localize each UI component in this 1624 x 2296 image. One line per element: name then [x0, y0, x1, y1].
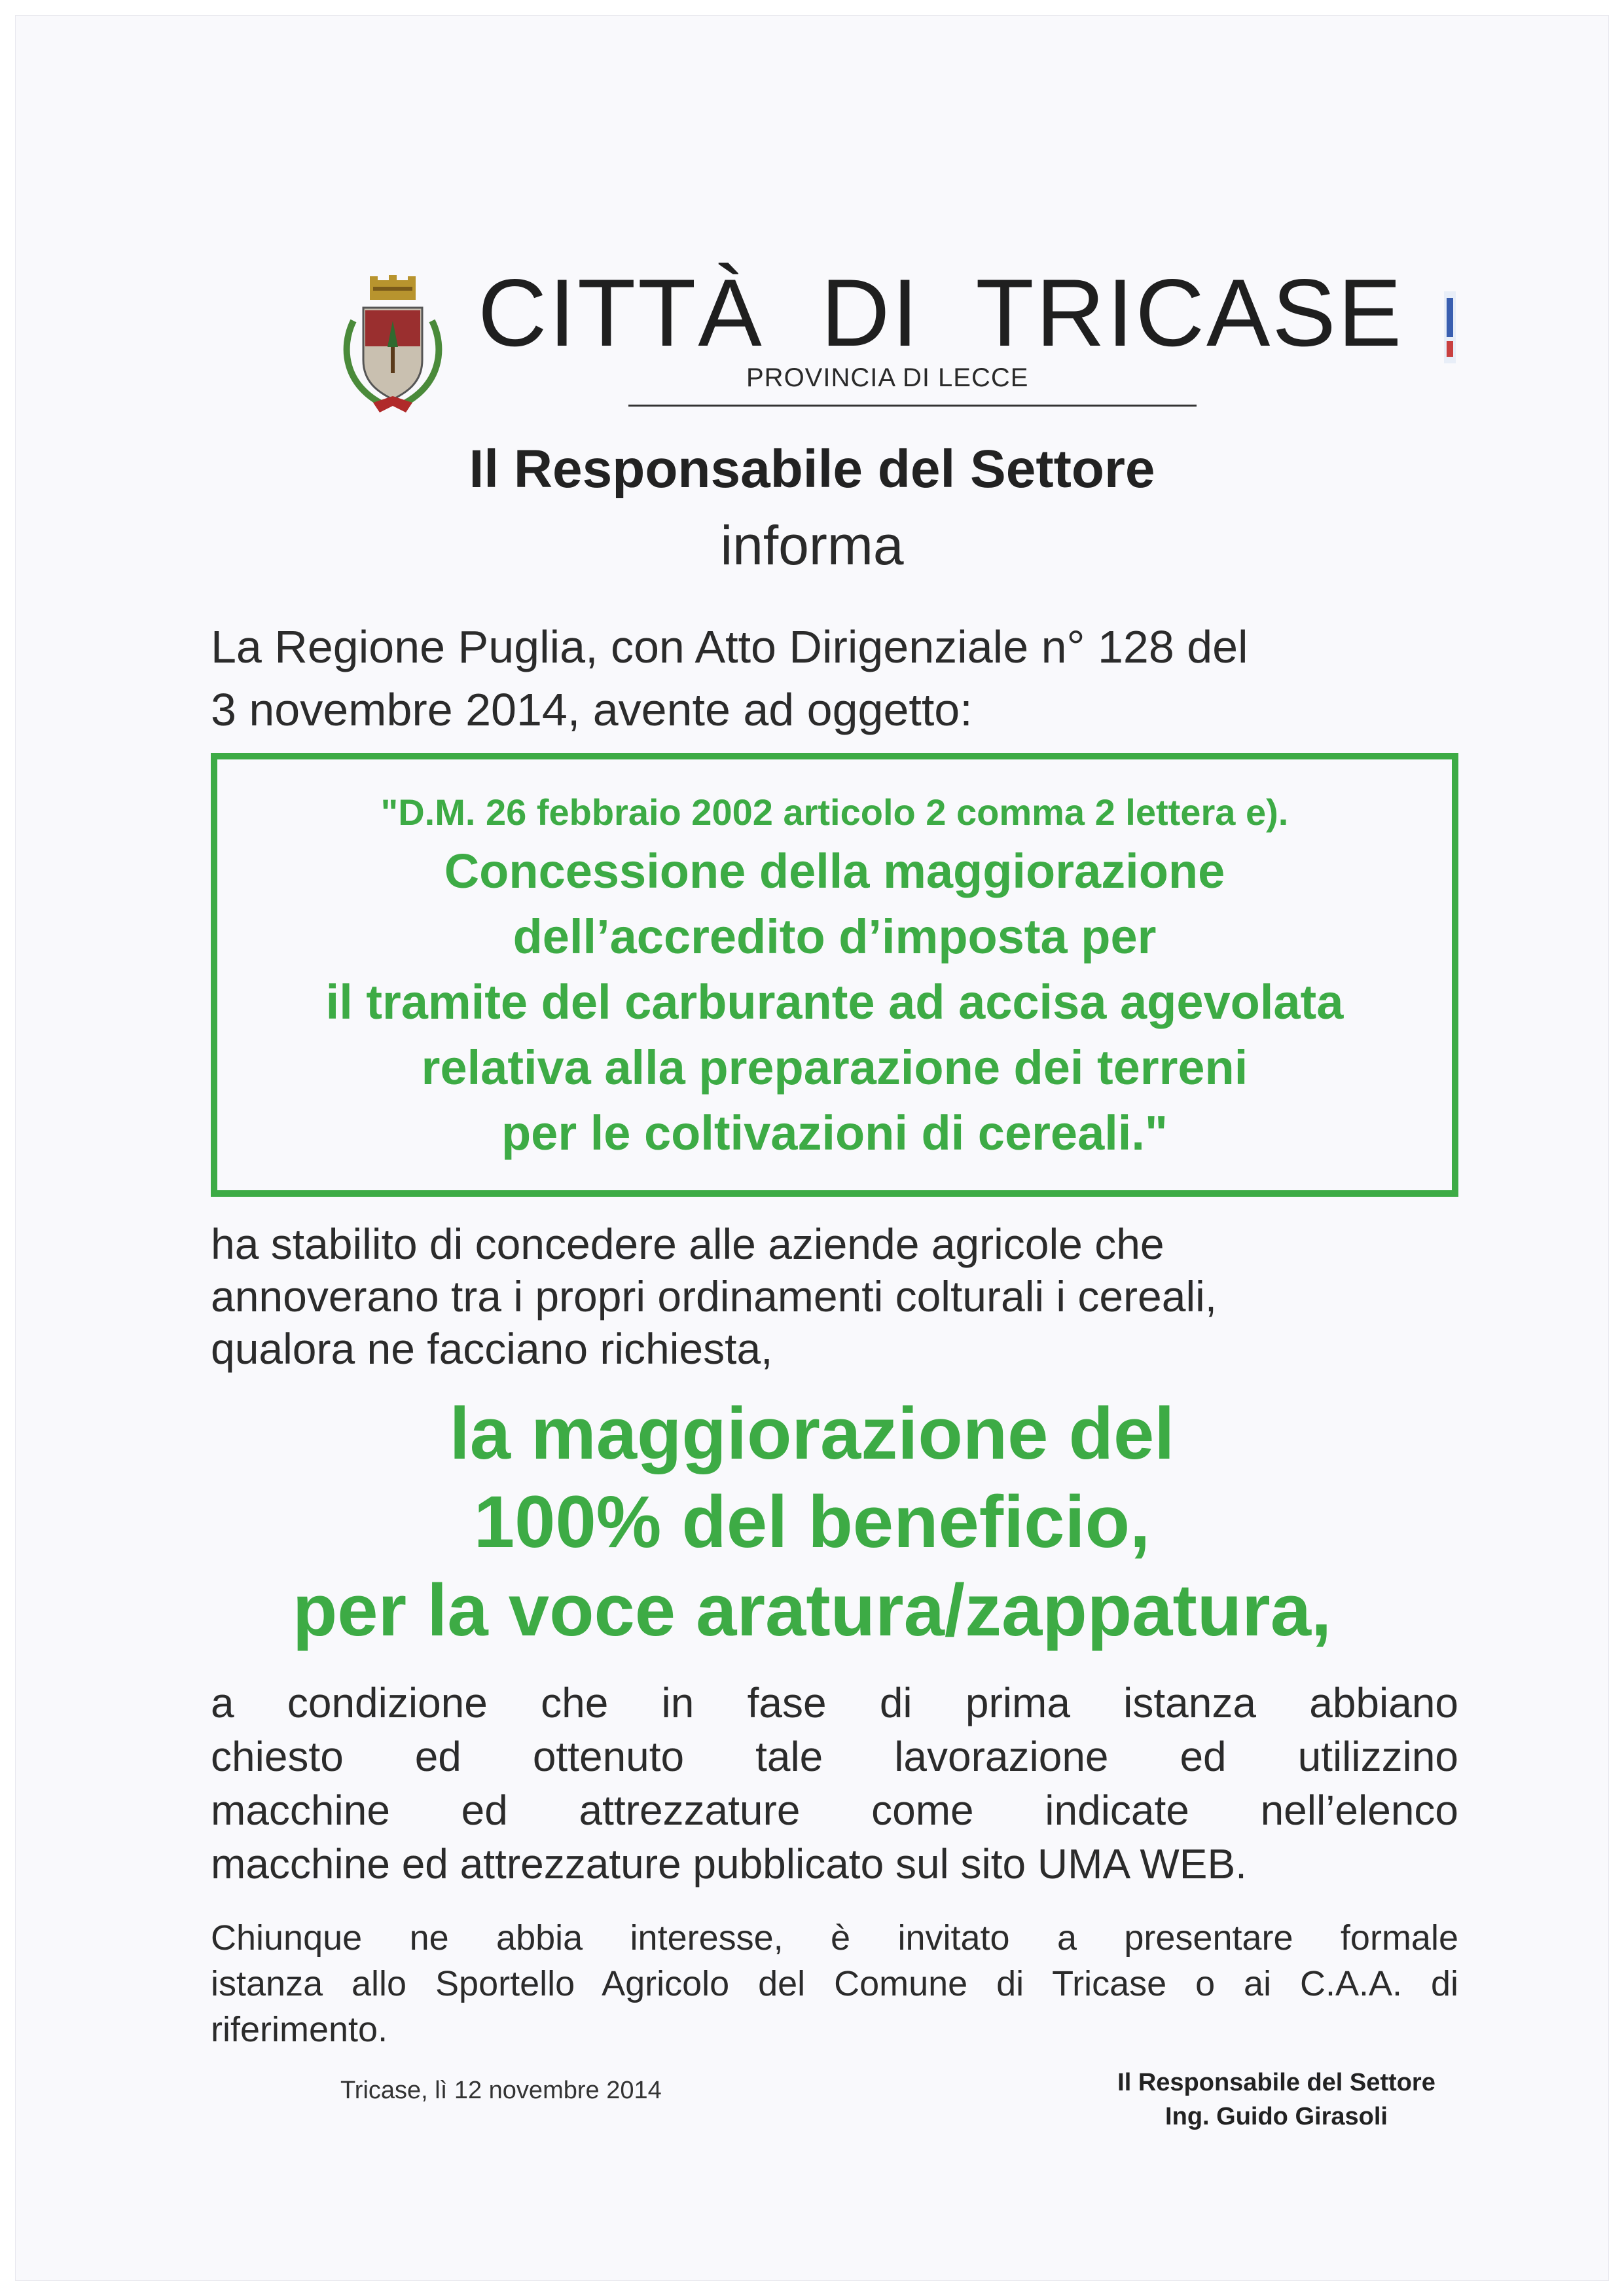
body-line: annoverano tra i propri ordinamenti colturali i cereali, — [211, 1272, 1218, 1321]
condition-line: macchine ed attrezzature pubblicato sul sito UMA WEB. — [211, 1840, 1247, 1887]
condition-line: macchine ed attrezzature come indicate nell’elenco — [211, 1787, 1458, 1834]
invite-line: istanza allo Sportello Agricolo del Comune di Tricase o ai C.A.A. di — [211, 1964, 1458, 2003]
subject-line: relativa alla preparazione dei terreni — [421, 1040, 1248, 1095]
condition-paragraph — [211, 1676, 1458, 1891]
highlight-line: la maggiorazione del — [449, 1393, 1175, 1474]
subject-line: "D.M. 26 febbraio 2002 articolo 2 comma 2 lettera e). — [380, 792, 1289, 833]
subject-line: dell’accredito d’imposta per — [513, 909, 1157, 964]
invitation-paragraph — [211, 1915, 1458, 2052]
printer-stamp-logo — [1440, 291, 1460, 363]
intro-line: La Regione Puglia, con Atto Dirigenziale n° 128 del — [211, 621, 1248, 672]
subject-line: Concessione della maggiorazione — [444, 844, 1225, 898]
intro-paragraph — [211, 615, 1454, 741]
document-date: Tricase, lì 12 novembre 2014 — [340, 2077, 662, 2104]
signer-name: Ing. Guido Girasoli — [1165, 2103, 1388, 2130]
condition-line: a condizione che in fase di prima istanza abbiano — [211, 1679, 1458, 1726]
heading-subtitle: informa — [720, 515, 904, 576]
subject-line: per le coltivazioni di cereali." — [501, 1106, 1168, 1160]
signer-role: Il Responsabile del Settore — [1117, 2069, 1435, 2096]
condition-line: chiesto ed ottenuto tale lavorazione ed utilizzino — [211, 1733, 1458, 1780]
coat-of-arms-emblem — [334, 275, 452, 419]
body-line: ha stabilito di concedere alle aziende agricole che — [211, 1220, 1164, 1268]
invite-line: riferimento. — [211, 2010, 388, 2049]
intro-line: 3 novembre 2014, avente ad oggetto: — [211, 684, 973, 735]
highlight-line: per la voce aratura/zappatura, — [292, 1569, 1332, 1651]
city-title: CITTÀ DI TRICASE — [478, 259, 1404, 366]
province-subtitle: PROVINCIA DI LECCE — [746, 363, 1029, 392]
highlight-line: 100% del beneficio, — [473, 1481, 1151, 1563]
decision-paragraph — [211, 1218, 1454, 1375]
subject-line: il tramite del carburante ad accisa agevolata — [325, 975, 1344, 1029]
body-line: qualora ne facciano richiesta, — [211, 1324, 773, 1373]
heading-title: Il Responsabile del Settore — [469, 439, 1155, 499]
header-divider — [628, 405, 1197, 407]
subject-box — [211, 753, 1458, 1197]
invite-line: Chiunque ne abbia interesse, è invitato a presentare formale — [211, 1918, 1458, 1958]
